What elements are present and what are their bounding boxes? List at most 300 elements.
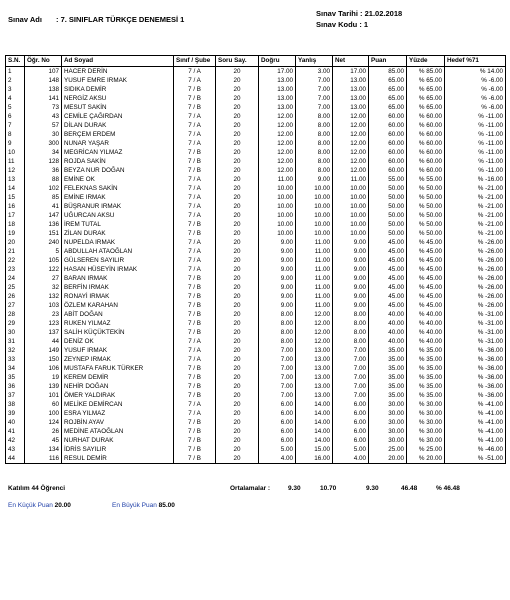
cell-class: 7 / B <box>174 436 216 445</box>
cell-score: 35.00 <box>369 391 407 400</box>
col-header-class: Sınıf / Şube <box>174 56 216 67</box>
cell-score: 30.00 <box>369 418 407 427</box>
cell-student-no: 134 <box>25 445 62 454</box>
cell-percent: % 45.00 <box>407 292 445 301</box>
cell-class: 7 / B <box>174 445 216 454</box>
cell-correct: 9.00 <box>259 274 296 283</box>
cell-class: 7 / B <box>174 229 216 238</box>
cell-score: 50.00 <box>369 193 407 202</box>
cell-student-no: 44 <box>25 337 62 346</box>
table-row <box>6 301 506 310</box>
cell-question-count: 20 <box>216 85 259 94</box>
cell-class: 7 / A <box>174 256 216 265</box>
cell-percent: % 45.00 <box>407 247 445 256</box>
cell-class: 7 / A <box>174 211 216 220</box>
cell-wrong: 10.00 <box>296 211 333 220</box>
cell-score: 35.00 <box>369 373 407 382</box>
cell-sn: 25 <box>6 283 25 292</box>
cell-net: 8.00 <box>333 337 369 346</box>
cell-class: 7 / B <box>174 364 216 373</box>
cell-student-no: 105 <box>25 256 62 265</box>
cell-net: 4.00 <box>333 454 369 464</box>
table-row <box>6 130 506 139</box>
cell-student-no: 73 <box>25 103 62 112</box>
cell-target: % -11.00 <box>445 148 506 157</box>
cell-percent: % 50.00 <box>407 193 445 202</box>
cell-correct: 6.00 <box>259 418 296 427</box>
cell-class: 7 / B <box>174 418 216 427</box>
table-row <box>6 310 506 319</box>
cell-target: % -6.00 <box>445 85 506 94</box>
cell-class: 7 / B <box>174 166 216 175</box>
cell-name: ABDULLAH ATAOĞLAN <box>62 247 174 256</box>
cell-name: ZEYNEP IRMAK <box>62 355 174 364</box>
cell-percent: % 60.00 <box>407 166 445 175</box>
cell-name: ROJBİN AYAV <box>62 418 174 427</box>
cell-class: 7 / B <box>174 427 216 436</box>
col-header-wrong: Yanlış <box>296 56 333 67</box>
cell-percent: % 35.00 <box>407 391 445 400</box>
table-row <box>6 292 506 301</box>
cell-percent: % 60.00 <box>407 157 445 166</box>
cell-wrong: 7.00 <box>296 85 333 94</box>
cell-correct: 9.00 <box>259 283 296 292</box>
cell-sn: 41 <box>6 427 25 436</box>
cell-target: % -41.00 <box>445 427 506 436</box>
cell-correct: 12.00 <box>259 112 296 121</box>
cell-percent: % 60.00 <box>407 148 445 157</box>
cell-class: 7 / A <box>174 76 216 85</box>
table-row <box>6 184 506 193</box>
cell-student-no: 5 <box>25 247 62 256</box>
cell-target: % -26.00 <box>445 247 506 256</box>
cell-target: % -16.00 <box>445 175 506 184</box>
cell-wrong: 15.00 <box>296 445 333 454</box>
cell-name: ESRA YILMAZ <box>62 409 174 418</box>
cell-sn: 32 <box>6 346 25 355</box>
cell-score: 40.00 <box>369 328 407 337</box>
table-row <box>6 382 506 391</box>
cell-net: 9.00 <box>333 301 369 310</box>
cell-target: % -11.00 <box>445 121 506 130</box>
cell-net: 8.00 <box>333 319 369 328</box>
cell-class: 7 / B <box>174 94 216 103</box>
cell-percent: % 45.00 <box>407 265 445 274</box>
cell-question-count: 20 <box>216 265 259 274</box>
cell-score: 40.00 <box>369 310 407 319</box>
cell-question-count: 20 <box>216 67 259 77</box>
cell-name: HASAN HÜSEYİN IRMAK <box>62 265 174 274</box>
cell-percent: % 60.00 <box>407 121 445 130</box>
cell-student-no: 101 <box>25 391 62 400</box>
cell-class: 7 / A <box>174 175 216 184</box>
cell-target: % -21.00 <box>445 229 506 238</box>
cell-class: 7 / A <box>174 112 216 121</box>
cell-target: % -21.00 <box>445 193 506 202</box>
cell-student-no: 36 <box>25 166 62 175</box>
cell-student-no: 123 <box>25 319 62 328</box>
cell-student-no: 300 <box>25 139 62 148</box>
cell-wrong: 14.00 <box>296 418 333 427</box>
cell-target: % -36.00 <box>445 373 506 382</box>
cell-percent: % 45.00 <box>407 283 445 292</box>
cell-percent: % 65.00 <box>407 85 445 94</box>
cell-student-no: 19 <box>25 373 62 382</box>
cell-wrong: 14.00 <box>296 409 333 418</box>
cell-class: 7 / A <box>174 202 216 211</box>
cell-name: ÖMER YALDIRAK <box>62 391 174 400</box>
cell-percent: % 55.00 <box>407 175 445 184</box>
cell-percent: % 50.00 <box>407 229 445 238</box>
cell-name: ABİT DOĞAN <box>62 310 174 319</box>
cell-name: DENİZ OK <box>62 337 174 346</box>
cell-student-no: 27 <box>25 274 62 283</box>
cell-correct: 9.00 <box>259 247 296 256</box>
cell-question-count: 20 <box>216 238 259 247</box>
col-header-name: Ad Soyad <box>62 56 174 67</box>
cell-sn: 37 <box>6 391 25 400</box>
cell-name: ROJDA SAKİN <box>62 157 174 166</box>
cell-wrong: 10.00 <box>296 202 333 211</box>
cell-wrong: 12.00 <box>296 319 333 328</box>
cell-percent: % 40.00 <box>407 328 445 337</box>
cell-correct: 12.00 <box>259 130 296 139</box>
cell-wrong: 11.00 <box>296 283 333 292</box>
cell-name: CEMİLE ÇAĞIRDAN <box>62 112 174 121</box>
cell-target: % -26.00 <box>445 292 506 301</box>
cell-net: 9.00 <box>333 274 369 283</box>
table-row <box>6 373 506 382</box>
cell-sn: 18 <box>6 220 25 229</box>
cell-correct: 13.00 <box>259 85 296 94</box>
cell-sn: 28 <box>6 310 25 319</box>
col-header-question-count: Soru Say. <box>216 56 259 67</box>
cell-student-no: 151 <box>25 229 62 238</box>
cell-percent: % 60.00 <box>407 139 445 148</box>
cell-target: % -41.00 <box>445 436 506 445</box>
cell-correct: 10.00 <box>259 211 296 220</box>
table-row <box>6 229 506 238</box>
col-header-score: Puan <box>369 56 407 67</box>
exam-name: : 7. SINIFLAR TÜRKÇE DENEMESİ 1 <box>56 15 185 24</box>
cell-target: % -36.00 <box>445 391 506 400</box>
cell-percent: % 35.00 <box>407 364 445 373</box>
cell-score: 50.00 <box>369 184 407 193</box>
cell-score: 45.00 <box>369 283 407 292</box>
cell-question-count: 20 <box>216 193 259 202</box>
cell-question-count: 20 <box>216 121 259 130</box>
cell-name: MEGRİCAN YILMAZ <box>62 148 174 157</box>
cell-score: 60.00 <box>369 121 407 130</box>
table-row <box>6 211 506 220</box>
cell-sn: 1 <box>6 67 25 77</box>
cell-score: 65.00 <box>369 76 407 85</box>
cell-target: % -36.00 <box>445 346 506 355</box>
cell-class: 7 / A <box>174 184 216 193</box>
cell-sn: 12 <box>6 166 25 175</box>
table-row <box>6 94 506 103</box>
cell-target: % -26.00 <box>445 238 506 247</box>
cell-student-no: 141 <box>25 94 62 103</box>
cell-student-no: 240 <box>25 238 62 247</box>
cell-target: % -31.00 <box>445 337 506 346</box>
col-header-correct: Doğru <box>259 56 296 67</box>
cell-percent: % 30.00 <box>407 427 445 436</box>
cell-class: 7 / B <box>174 157 216 166</box>
cell-percent: % 45.00 <box>407 256 445 265</box>
cell-target: % -26.00 <box>445 256 506 265</box>
cell-wrong: 12.00 <box>296 310 333 319</box>
cell-score: 25.00 <box>369 445 407 454</box>
cell-student-no: 138 <box>25 85 62 94</box>
cell-class: 7 / B <box>174 319 216 328</box>
cell-class: 7 / A <box>174 247 216 256</box>
cell-score: 65.00 <box>369 94 407 103</box>
results-table <box>5 55 506 464</box>
cell-class: 7 / A <box>174 193 216 202</box>
table-row <box>6 328 506 337</box>
cell-net: 10.00 <box>333 211 369 220</box>
cell-target: % -21.00 <box>445 202 506 211</box>
cell-wrong: 13.00 <box>296 346 333 355</box>
table-row <box>6 274 506 283</box>
cell-student-no: 102 <box>25 184 62 193</box>
max-score-label: En Büyük Puan <box>112 502 157 509</box>
cell-correct: 6.00 <box>259 409 296 418</box>
cell-percent: % 40.00 <box>407 319 445 328</box>
cell-target: % -11.00 <box>445 166 506 175</box>
cell-percent: % 30.00 <box>407 409 445 418</box>
col-header-percent: Yüzde <box>407 56 445 67</box>
cell-wrong: 16.00 <box>296 454 333 464</box>
cell-question-count: 20 <box>216 319 259 328</box>
cell-correct: 7.00 <box>259 373 296 382</box>
cell-wrong: 7.00 <box>296 103 333 112</box>
cell-sn: 11 <box>6 157 25 166</box>
col-header-target: Hedef %71 <box>445 56 506 67</box>
cell-name: İDRİS SAYILIR <box>62 445 174 454</box>
cell-score: 65.00 <box>369 103 407 112</box>
table-row <box>6 193 506 202</box>
cell-class: 7 / B <box>174 103 216 112</box>
table-row <box>6 391 506 400</box>
cell-net: 9.00 <box>333 256 369 265</box>
cell-sn: 31 <box>6 337 25 346</box>
cell-score: 65.00 <box>369 85 407 94</box>
cell-name: BERFİN IRMAK <box>62 283 174 292</box>
table-row <box>6 436 506 445</box>
cell-class: 7 / A <box>174 409 216 418</box>
cell-net: 12.00 <box>333 130 369 139</box>
cell-net: 7.00 <box>333 355 369 364</box>
max-score-note <box>112 502 175 509</box>
cell-class: 7 / B <box>174 391 216 400</box>
cell-student-no: 23 <box>25 310 62 319</box>
cell-target: % -36.00 <box>445 382 506 391</box>
table-row <box>6 76 506 85</box>
cell-net: 10.00 <box>333 193 369 202</box>
cell-target: % -6.00 <box>445 103 506 112</box>
cell-question-count: 20 <box>216 202 259 211</box>
table-row <box>6 85 506 94</box>
avg-score: 46.48 <box>401 485 418 492</box>
cell-question-count: 20 <box>216 310 259 319</box>
cell-student-no: 137 <box>25 328 62 337</box>
cell-score: 60.00 <box>369 166 407 175</box>
cell-score: 45.00 <box>369 247 407 256</box>
cell-student-no: 43 <box>25 112 62 121</box>
cell-score: 45.00 <box>369 301 407 310</box>
cell-percent: % 65.00 <box>407 103 445 112</box>
cell-class: 7 / B <box>174 301 216 310</box>
cell-wrong: 9.00 <box>296 175 333 184</box>
cell-score: 40.00 <box>369 319 407 328</box>
cell-class: 7 / A <box>174 121 216 130</box>
cell-net: 6.00 <box>333 436 369 445</box>
cell-name: EMİNE IRMAK <box>62 193 174 202</box>
min-score-note <box>8 502 71 509</box>
cell-wrong: 8.00 <box>296 148 333 157</box>
table-row <box>6 319 506 328</box>
cell-name: NEHİR DOĞAN <box>62 382 174 391</box>
cell-correct: 11.00 <box>259 175 296 184</box>
cell-wrong: 11.00 <box>296 256 333 265</box>
cell-student-no: 106 <box>25 364 62 373</box>
cell-sn: 20 <box>6 238 25 247</box>
table-row <box>6 247 506 256</box>
cell-target: % -41.00 <box>445 418 506 427</box>
cell-sn: 9 <box>6 139 25 148</box>
cell-class: 7 / B <box>174 85 216 94</box>
cell-percent: % 35.00 <box>407 346 445 355</box>
table-header-row <box>6 56 506 67</box>
cell-correct: 9.00 <box>259 265 296 274</box>
cell-percent: % 65.00 <box>407 76 445 85</box>
cell-net: 6.00 <box>333 418 369 427</box>
cell-class: 7 / B <box>174 382 216 391</box>
cell-score: 35.00 <box>369 355 407 364</box>
table-row <box>6 445 506 454</box>
cell-score: 35.00 <box>369 346 407 355</box>
cell-score: 45.00 <box>369 274 407 283</box>
cell-target: % -36.00 <box>445 355 506 364</box>
cell-wrong: 8.00 <box>296 166 333 175</box>
cell-name: NUPELDA IRMAK <box>62 238 174 247</box>
col-header-sn: S.N. <box>6 56 25 67</box>
cell-question-count: 20 <box>216 301 259 310</box>
cell-net: 10.00 <box>333 220 369 229</box>
cell-percent: % 30.00 <box>407 418 445 427</box>
cell-net: 9.00 <box>333 247 369 256</box>
cell-net: 5.00 <box>333 445 369 454</box>
cell-name: SIDIKA DEMİR <box>62 85 174 94</box>
cell-class: 7 / A <box>174 238 216 247</box>
cell-percent: % 40.00 <box>407 310 445 319</box>
cell-correct: 10.00 <box>259 202 296 211</box>
cell-score: 50.00 <box>369 211 407 220</box>
cell-target: % -26.00 <box>445 265 506 274</box>
cell-net: 7.00 <box>333 382 369 391</box>
cell-name: RONAYİ IRMAK <box>62 292 174 301</box>
cell-name: NUNAR YAŞAR <box>62 139 174 148</box>
cell-net: 6.00 <box>333 427 369 436</box>
cell-sn: 26 <box>6 292 25 301</box>
cell-wrong: 10.00 <box>296 229 333 238</box>
cell-name: MEDİNE ATAOĞLAN <box>62 427 174 436</box>
cell-net: 8.00 <box>333 328 369 337</box>
cell-student-no: 132 <box>25 292 62 301</box>
cell-percent: % 50.00 <box>407 211 445 220</box>
cell-question-count: 20 <box>216 409 259 418</box>
cell-student-no: 148 <box>25 76 62 85</box>
cell-net: 17.00 <box>333 67 369 77</box>
cell-target: % -6.00 <box>445 94 506 103</box>
cell-student-no: 85 <box>25 193 62 202</box>
cell-correct: 12.00 <box>259 166 296 175</box>
cell-percent: % 60.00 <box>407 112 445 121</box>
cell-student-no: 57 <box>25 121 62 130</box>
cell-percent: % 35.00 <box>407 373 445 382</box>
cell-percent: % 50.00 <box>407 220 445 229</box>
cell-correct: 7.00 <box>259 364 296 373</box>
cell-wrong: 10.00 <box>296 184 333 193</box>
cell-correct: 8.00 <box>259 328 296 337</box>
cell-sn: 29 <box>6 319 25 328</box>
cell-target: % -51.00 <box>445 454 506 464</box>
cell-correct: 10.00 <box>259 193 296 202</box>
cell-wrong: 14.00 <box>296 436 333 445</box>
cell-student-no: 60 <box>25 400 62 409</box>
cell-correct: 9.00 <box>259 238 296 247</box>
cell-target: % -11.00 <box>445 130 506 139</box>
cell-sn: 15 <box>6 193 25 202</box>
min-score-value: 20.00 <box>54 502 71 509</box>
cell-percent: % 30.00 <box>407 400 445 409</box>
cell-correct: 7.00 <box>259 382 296 391</box>
table-row <box>6 238 506 247</box>
cell-student-no: 116 <box>25 454 62 464</box>
cell-class: 7 / B <box>174 328 216 337</box>
cell-correct: 8.00 <box>259 310 296 319</box>
cell-class: 7 / A <box>174 67 216 77</box>
cell-name: YUSUF IRMAK <box>62 346 174 355</box>
cell-wrong: 10.00 <box>296 193 333 202</box>
cell-target: % -21.00 <box>445 220 506 229</box>
cell-score: 30.00 <box>369 409 407 418</box>
cell-net: 11.00 <box>333 175 369 184</box>
cell-student-no: 147 <box>25 211 62 220</box>
cell-sn: 5 <box>6 103 25 112</box>
cell-net: 9.00 <box>333 283 369 292</box>
cell-net: 12.00 <box>333 157 369 166</box>
cell-percent: % 20.00 <box>407 454 445 464</box>
cell-sn: 33 <box>6 355 25 364</box>
cell-net: 12.00 <box>333 148 369 157</box>
cell-net: 12.00 <box>333 121 369 130</box>
cell-name: ZİLAN DURAK <box>62 229 174 238</box>
cell-question-count: 20 <box>216 454 259 464</box>
cell-sn: 35 <box>6 373 25 382</box>
cell-percent: % 35.00 <box>407 382 445 391</box>
cell-correct: 8.00 <box>259 319 296 328</box>
cell-sn: 39 <box>6 409 25 418</box>
cell-correct: 5.00 <box>259 445 296 454</box>
cell-target: % -41.00 <box>445 400 506 409</box>
cell-student-no: 150 <box>25 355 62 364</box>
cell-score: 50.00 <box>369 202 407 211</box>
cell-target: % -11.00 <box>445 139 506 148</box>
cell-correct: 6.00 <box>259 436 296 445</box>
